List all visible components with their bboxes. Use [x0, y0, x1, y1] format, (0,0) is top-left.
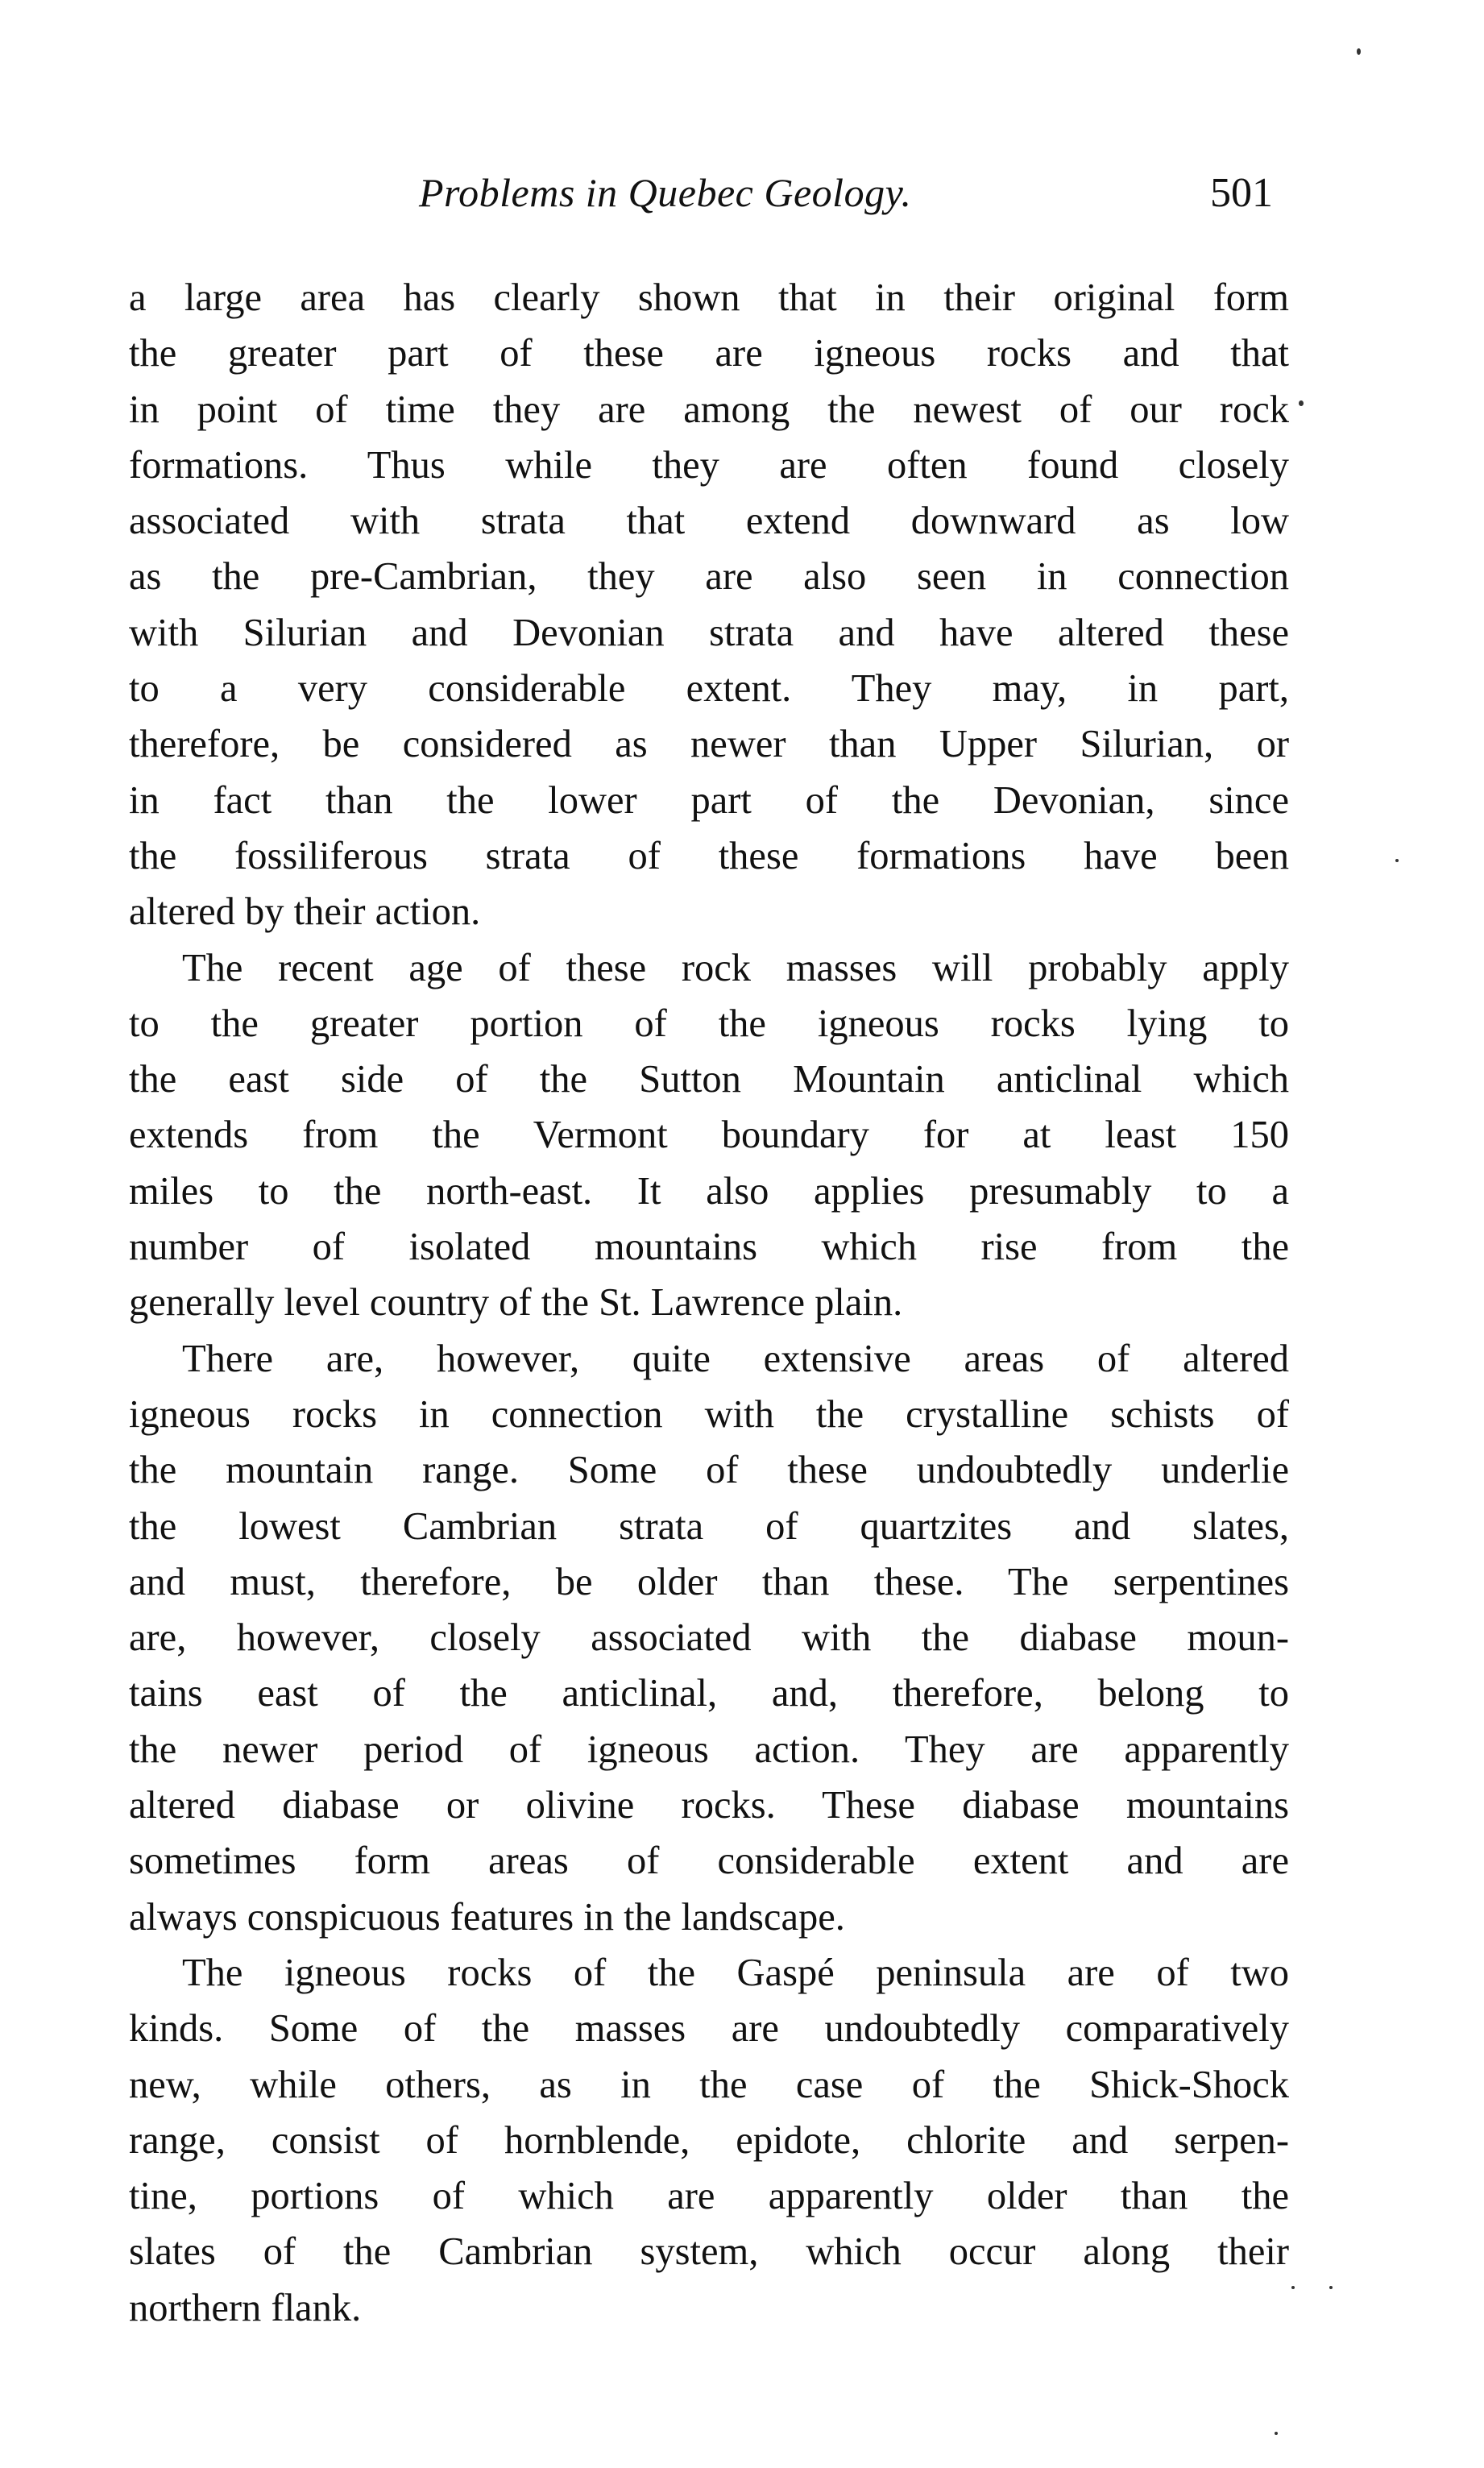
text-line: altered diabase or olivine rocks. These diabase mountains [129, 1784, 1289, 1827]
text-line: sometimes form areas of considerable extent and are [129, 1840, 1289, 1883]
text-line: are, however, closely associated with the diabase moun- [129, 1616, 1289, 1660]
text-line: The recent age of these rock masses will probably apply [182, 946, 1289, 989]
page-header [129, 169, 1289, 226]
running-title: Problems in Quebec Geology. [419, 170, 912, 215]
text-line: kinds. Some of the masses are undoubtedly comparatively [129, 2007, 1289, 2051]
text-line: tains east of the anticlinal, and, therefore, belong to [129, 1672, 1289, 1715]
text-line: new, while others, as in the case of the Shick-Shock [129, 2063, 1289, 2106]
text-line: in point of time they are among the newest of our rock [129, 388, 1289, 431]
scan-speck [1357, 48, 1361, 55]
text-line: therefore, be considered as newer than Upper Silurian, or [129, 723, 1289, 766]
text-line: the newer period of igneous action. They are apparently [129, 1728, 1289, 1771]
page-number: 501 [1210, 170, 1273, 216]
text-line: formations. Thus while they are often found closely [129, 443, 1289, 487]
text-line: the greater part of these are igneous rocks and that [129, 332, 1289, 375]
scan-speck [1395, 859, 1399, 862]
text-line: igneous rocks in connection with the crystalline schists of [129, 1392, 1289, 1436]
scan-speck [1275, 2432, 1278, 2435]
text-line: the lowest Cambrian strata of quartzites and slates, [129, 1504, 1289, 1548]
text-line: number of isolated mountains which rise from the [129, 1226, 1289, 1269]
text-line: to the greater portion of the igneous rocks lying to [129, 1002, 1289, 1045]
text-line: extends from the Vermont boundary for at least 150 [129, 1114, 1289, 1157]
text-line: associated with strata that extend downward as low [129, 500, 1289, 543]
text-line: the mountain range. Some of these undoubtedly underlie [129, 1449, 1289, 1492]
body-text [129, 270, 1289, 2336]
text-line: and must, therefore, be older than these. The serpentines [129, 1560, 1289, 1603]
text-line: altered by their action. [129, 890, 481, 934]
scan-speck [1329, 2286, 1333, 2289]
text-line: to a very considerable extent. They may, in part, [129, 667, 1289, 711]
scan-speck [1299, 400, 1304, 406]
text-line: the fossiliferous strata of these formations have been [129, 834, 1289, 877]
text-line: tine, portions of which are apparently older than the [129, 2175, 1289, 2218]
text-line: always conspicuous features in the landscape. [129, 1895, 845, 1939]
text-line: There are, however, quite extensive areas of altered [182, 1337, 1289, 1380]
text-line: slates of the Cambrian system, which occur along their [129, 2230, 1289, 2274]
text-line: generally level country of the St. Lawrence plain. [129, 1281, 903, 1325]
text-line: range, consist of hornblende, epidote, chlorite and serpen- [129, 2118, 1289, 2162]
scan-speck [1291, 2286, 1295, 2289]
text-line: The igneous rocks of the Gaspé peninsula are of two [182, 1951, 1289, 1994]
text-line: a large area has clearly shown that in their original form [129, 276, 1289, 319]
text-line: with Silurian and Devonian strata and have altered these [129, 611, 1289, 654]
text-line: as the pre-Cambrian, they are also seen in connection [129, 555, 1289, 599]
text-line: northern flank. [129, 2286, 362, 2329]
text-line: the east side of the Sutton Mountain anticlinal which [129, 1058, 1289, 1101]
text-line: miles to the north-east. It also applies presumably to a [129, 1169, 1289, 1213]
text-line: in fact than the lower part of the Devonian, since [129, 778, 1289, 822]
